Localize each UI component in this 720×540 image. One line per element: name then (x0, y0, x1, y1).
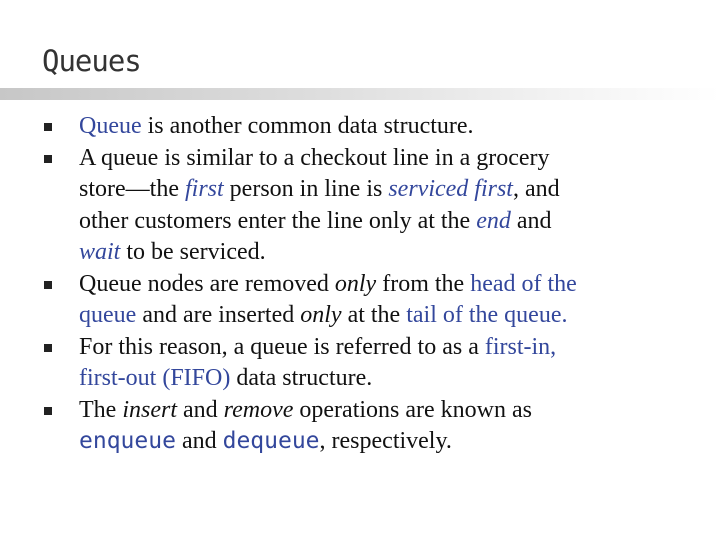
square-bullet-icon (44, 281, 52, 289)
text-line (79, 395, 679, 427)
text-run: enqueue (79, 428, 176, 454)
text-run: insert (122, 396, 177, 423)
text-run: only (300, 302, 342, 328)
text-run: head of the (470, 270, 577, 297)
text-run: , and (512, 176, 560, 202)
text-run: Queue nodes are removed (79, 270, 335, 297)
text-run: and (175, 428, 223, 454)
text-run: and (176, 396, 224, 423)
text-run: serviced first (388, 176, 513, 202)
slide-title: Queues (42, 44, 141, 78)
bullet-text (79, 332, 679, 395)
square-bullet-icon (44, 155, 52, 163)
bullet-item (0, 111, 720, 143)
bullet-item (0, 395, 720, 458)
text-run: first-out (FIFO) (79, 365, 231, 391)
square-bullet-icon (44, 123, 52, 131)
text-run: and are inserted (136, 302, 301, 328)
text-run: is another common data structure. (141, 113, 474, 139)
text-line (79, 363, 679, 395)
text-line (79, 206, 679, 238)
text-run: A queue is similar to a checkout line in a grocery (79, 144, 550, 171)
text-run: tail of the queue. (406, 302, 568, 328)
text-run: and (510, 207, 552, 234)
text-run: other customers enter the line only at the (79, 207, 477, 234)
bullet-text (79, 395, 679, 458)
bullet-item (0, 143, 720, 269)
text-run: from the (376, 270, 471, 297)
bullet-item (0, 332, 720, 395)
text-run: wait (79, 239, 121, 265)
bullet-text (79, 143, 679, 269)
text-line (79, 332, 679, 364)
title-divider (0, 88, 720, 100)
text-line (79, 174, 679, 206)
text-run: dequeue (222, 428, 320, 454)
text-line (79, 300, 679, 332)
text-run: at the (341, 302, 407, 328)
text-line (79, 111, 679, 143)
text-line (79, 269, 679, 301)
bullet-item (0, 269, 720, 332)
text-run: to be serviced. (120, 239, 266, 265)
text-run: end (476, 207, 511, 234)
text-run: first-in, (484, 333, 557, 360)
text-run: , respectively. (319, 428, 452, 454)
text-line (79, 426, 679, 458)
bullet-text (79, 111, 679, 143)
text-run: queue (79, 302, 137, 328)
text-run: remove (223, 396, 294, 423)
text-run: data structure. (230, 365, 373, 391)
square-bullet-icon (44, 407, 52, 415)
text-run: first (184, 176, 224, 202)
bullet-list (0, 111, 720, 458)
text-line (79, 237, 679, 269)
square-bullet-icon (44, 344, 52, 352)
text-run: person in line is (223, 176, 389, 202)
text-run: operations are known as (293, 396, 532, 423)
text-run: store—the (79, 176, 185, 202)
text-run: For this reason, a queue is referred to as a (79, 333, 485, 360)
bullet-text (79, 269, 679, 332)
text-run: The (79, 396, 123, 423)
text-run: Queue (79, 113, 142, 139)
text-run: only (334, 270, 377, 297)
text-line (79, 143, 679, 175)
